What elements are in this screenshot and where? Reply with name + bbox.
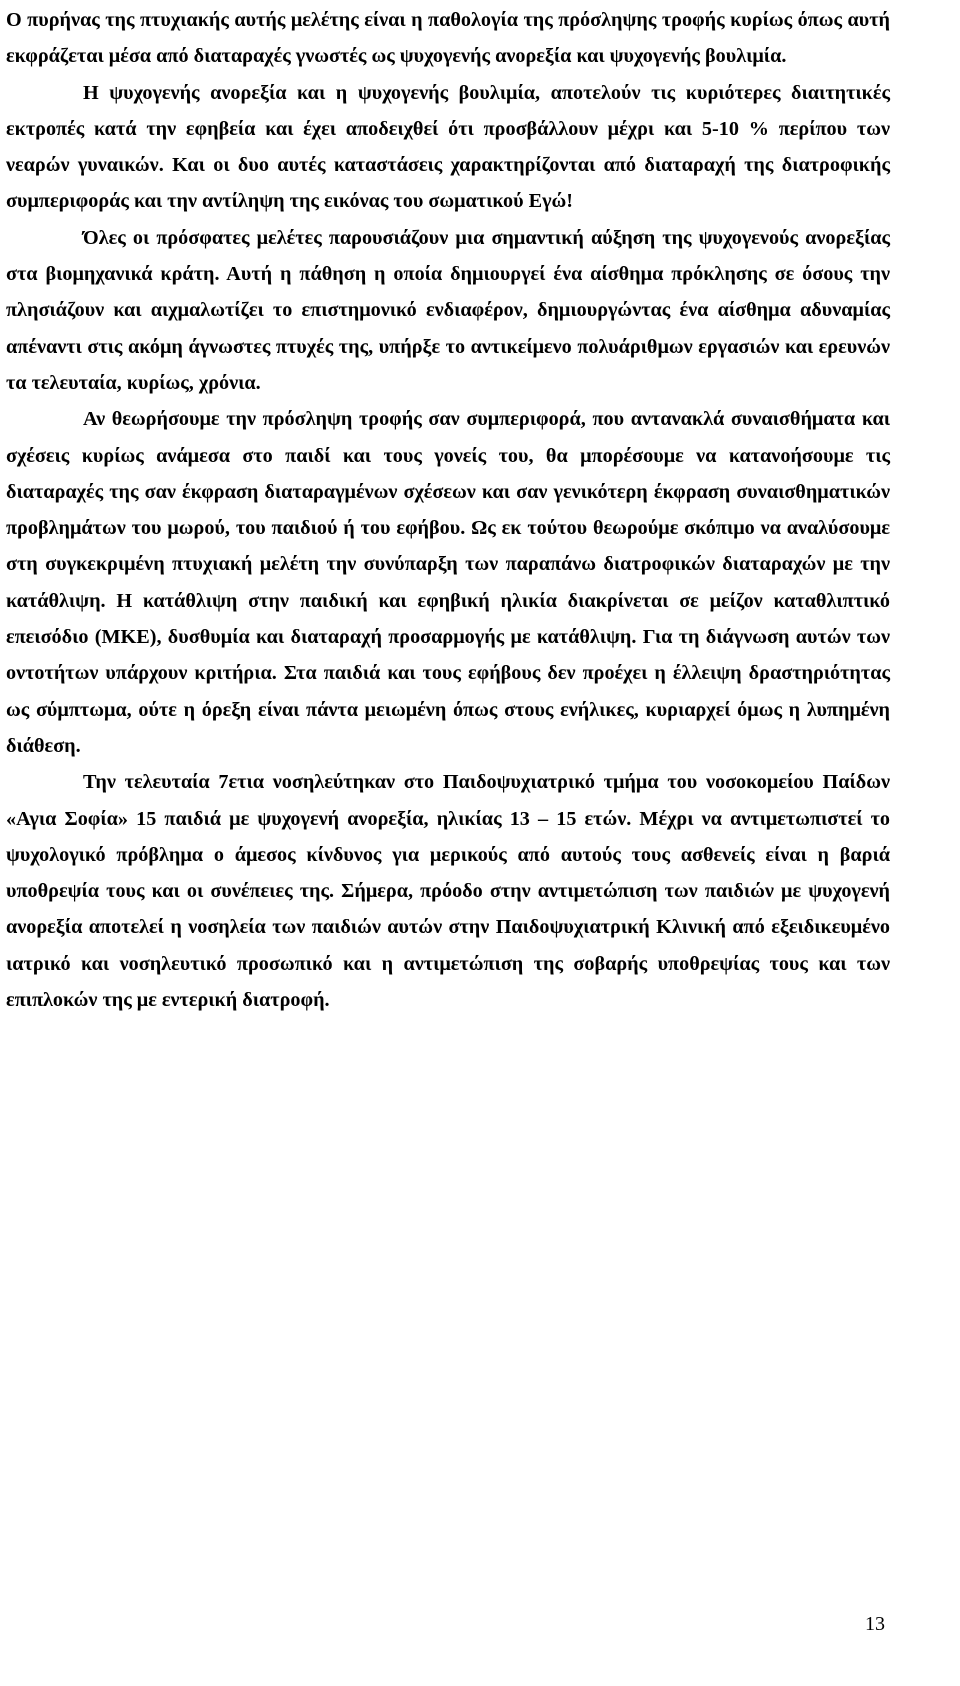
paragraph-eating-disorders: Η ψυχογενής ανορεξία και η ψυχογενής βουλιμία, αποτελούν τις κυριότερες διαιτητικές εκτροπές κατά την εφηβεία και έχει αποδειχθεί ότι προσβάλλουν μέχρι και 5-10 % περίπου των νεαρών γυναικών. Και οι δυο αυτές καταστάσεις χαρακτηρίζονται από διαταραχή της διατροφικής συμπεριφοράς και την αντίληψη της εικόνας του σωματικού Εγώ!	[6, 81, 890, 213]
paragraph-food-intake-behavior: Αν θεωρήσουμε την πρόσληψη τροφής σαν συμπεριφορά, που αντανακλά συναισθήματα και σχέσεις κυρίως ανάμεσα στο παιδί και τους γονείς του, θα μπορέσουμε να κατανοήσουμε τις διαταραχές της σαν έκφραση διαταραγμένων σχέσεων και σαν γενικότερη έκφραση συναισθηματικών προβλημάτων του μωρού, του παιδιού ή του εφήβου. Ως εκ τούτου θεωρούμε σκόπιμο να αναλύσουμε στη συγκεκριμένη πτυχιακή μελέτη την συνύπαρξη των παραπάνω διατροφικών διαταραχών με την κατάθλιψη. Η κατάθλιψη στην παιδική και εφηβική ηλικία διακρίνεται σε μείζον καταθλιπτικό επεισόδιο (ΜΚΕ), δυσθυμία και διαταραχή προσαρμογής με κατάθλιψη. Για τη διάγνωση αυτών των οντοτήτων υπάρχουν κριτήρια. Στα παιδιά και τους εφήβους δεν προέχει η έλλειψη δραστηριότητας ως σύμπτωμα, ούτε η όρεξη είναι πάντα μειωμένη όπως στους ενήλικες, κυριαρχεί όμως η λυπημένη διάθεση.	[6, 408, 890, 757]
document-body	[6, 2, 890, 1018]
paragraph-hospital-cases: Την τελευταία 7ετια νοσηλεύτηκαν στο Παιδοψυχιατρικό τμήμα του νοσοκομείου Παίδων «Αγια Σοφία» 15 παιδιά με ψυχογενή ανορεξία, ηλικίας 13 – 15 ετών. Μέχρι να αντιμετωπιστεί το ψυχολογικό πρόβλημα ο άμεσος κίνδυνος για μερικούς από αυτούς τους ασθενείς είναι η βαριά υποθρεψία τους και οι συνέπειες της. Σήμερα, πρόοδο στην αντιμετώπιση των παιδιών με ψυχογενή ανορεξία αποτελεί η νοσηλεία των παιδιών αυτών στην Παιδοψυχιατρική Κλινική από εξειδικευμένο ιατρικό και νοσηλευτικό προσωπικό και η αντιμετώπιση της σοβαρής υποθρεψίας τους και των επιπλοκών της με εντερική διατροφή.	[6, 771, 890, 1012]
page-number: 13	[865, 1613, 885, 1635]
paragraph-recent-studies: Όλες οι πρόσφατες μελέτες παρουσιάζουν μια σημαντική αύξηση της ψυχογενούς ανορεξίας στα βιομηχανικά κράτη. Αυτή η πάθηση η οποία δημιουργεί ένα αίσθημα πρόκλησης σε όσους την πλησιάζουν και αιχμαλωτίζει το επιστημονικό ενδιαφέρον, δημιουργώντας ένα αίσθημα αδυναμίας απέναντι στις ακόμη άγνωστες πτυχές της, υπήρξε το αντικείμενο πολυάριθμων εργασιών και ερευνών τα τελευταία, κυρίως, χρόνια.	[6, 226, 890, 394]
paragraph-study-core: Ο πυρήνας της πτυχιακής αυτής μελέτης είναι η παθολογία της πρόσληψης τροφής κυρίως όπως αυτή εκφράζεται μέσα από διαταραχές γνωστές ως ψυχογενής ανορεξία και ψυχογενής βουλιμία.	[6, 9, 890, 68]
